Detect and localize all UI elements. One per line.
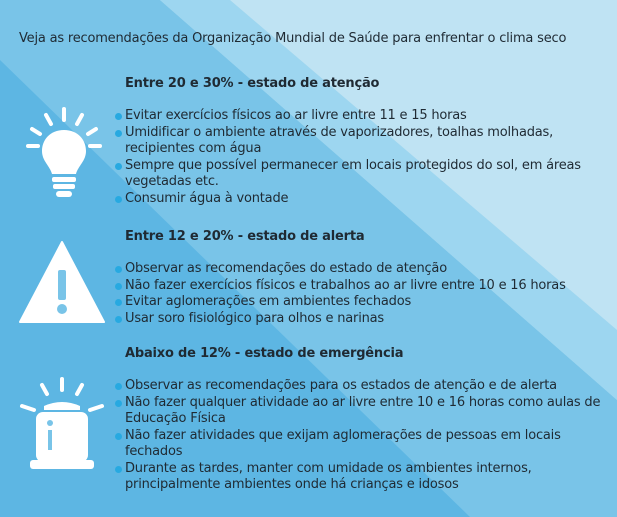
item-text: Observar as recomendações para os estados de atenção e de alerta bbox=[125, 378, 557, 393]
emergency-siren-icon bbox=[14, 376, 110, 472]
item-text: Sempre que possível permanecer em locais protegidos do sol, em áreas vegetadas etc. bbox=[125, 157, 581, 189]
list-item bbox=[115, 461, 605, 494]
bullet-icon bbox=[115, 196, 122, 203]
list-item bbox=[115, 378, 605, 395]
list-item bbox=[115, 108, 605, 125]
section-atencao bbox=[115, 76, 605, 207]
item-text: Umidificar o ambiente através de vaporizadores, toalhas molhadas, recipientes com água bbox=[125, 124, 554, 156]
item-text: Não fazer qualquer atividade ao ar livre entre 10 e 16 horas como aulas de Educação Física bbox=[125, 394, 601, 426]
bullet-icon bbox=[115, 299, 122, 306]
bullet-icon bbox=[115, 383, 122, 390]
bullet-icon bbox=[115, 130, 122, 137]
section-alerta bbox=[115, 229, 605, 327]
bullet-icon bbox=[115, 163, 122, 170]
list-item bbox=[115, 311, 605, 328]
section-title: Entre 12 e 20% - estado de alerta bbox=[125, 229, 365, 244]
list-item bbox=[115, 191, 605, 208]
warning-triangle-icon bbox=[18, 238, 106, 326]
item-text: Durante as tardes, manter com umidade os ambientes internos, principalmente ambientes onde há crianças e idosos bbox=[125, 460, 532, 492]
item-text: Consumir água à vontade bbox=[125, 190, 289, 206]
list-item bbox=[115, 125, 605, 158]
item-text: Não fazer exercícios físicos e trabalhos ao ar livre entre 10 e 16 horas bbox=[125, 277, 566, 293]
section-title: Abaixo de 12% - estado de emergência bbox=[125, 346, 404, 361]
item-text: Evitar aglomerações em ambientes fechados bbox=[125, 294, 412, 309]
bullet-icon bbox=[115, 113, 122, 120]
light-bulb-icon bbox=[22, 106, 106, 202]
intro-text: Veja as recomendações da Organização Mundial de Saúde para enfrentar o clima seco bbox=[19, 31, 567, 46]
recommendation-list bbox=[115, 108, 605, 207]
recommendation-list bbox=[115, 378, 605, 494]
bullet-icon bbox=[115, 316, 122, 323]
recommendation-list bbox=[115, 261, 605, 327]
list-item bbox=[115, 278, 605, 295]
item-text: Evitar exercícios físicos ao ar livre entre 11 e 15 horas bbox=[125, 108, 467, 123]
bullet-icon bbox=[115, 283, 122, 290]
list-item bbox=[115, 294, 605, 311]
item-text: Observar as recomendações do estado de atenção bbox=[125, 261, 447, 276]
list-item bbox=[115, 395, 605, 428]
bullet-icon bbox=[115, 433, 122, 440]
list-item bbox=[115, 158, 605, 191]
bullet-icon bbox=[115, 466, 122, 473]
bullet-icon bbox=[115, 266, 122, 273]
section-emergencia bbox=[115, 346, 605, 494]
item-text: Usar soro fisiológico para olhos e narinas bbox=[125, 310, 384, 326]
list-item bbox=[115, 428, 605, 461]
section-title: Entre 20 e 30% - estado de atenção bbox=[125, 76, 380, 91]
item-text: Não fazer atividades que exijam aglomerações de pessoas em locais fechados bbox=[125, 427, 561, 459]
list-item bbox=[115, 261, 605, 278]
bullet-icon bbox=[115, 400, 122, 407]
